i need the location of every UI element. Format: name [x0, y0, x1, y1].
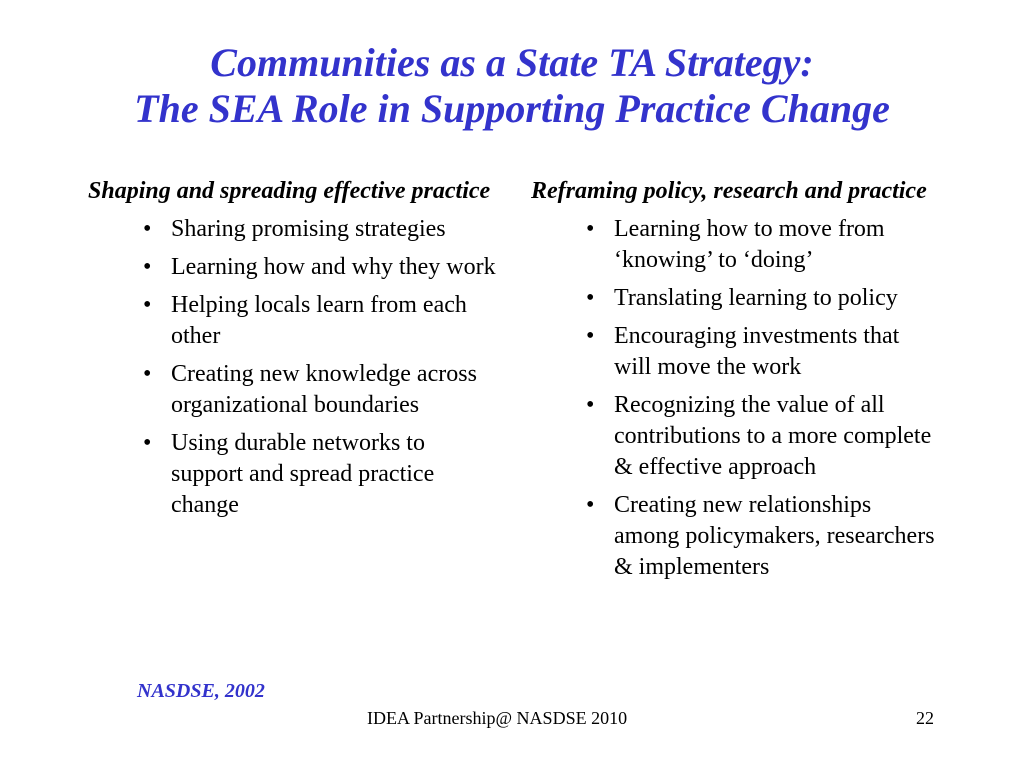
- right-column-heading: Reframing policy, research and practice: [531, 178, 927, 204]
- list-item-text: Creating new knowledge across organizational boundaries: [171, 361, 477, 418]
- left-bullet-list: [88, 214, 498, 521]
- bullet-icon: •: [143, 216, 152, 242]
- slide-title-line-2: The SEA Role in Supporting Practice Change: [134, 86, 890, 131]
- bullet-icon: •: [143, 361, 152, 387]
- list-item-text: Sharing promising strategies: [171, 216, 446, 242]
- page-number: 22: [916, 708, 934, 728]
- right-bullet-list: [531, 214, 941, 583]
- list-item: [581, 283, 941, 314]
- slide-title-line-1: Communities as a State TA Strategy:: [210, 40, 814, 85]
- list-item-text: Learning how and why they work: [171, 254, 496, 280]
- bullet-icon: •: [586, 392, 595, 418]
- list-item: [138, 428, 498, 521]
- list-item-text: Learning how to move from ‘knowing’ to ‘doing’: [614, 216, 885, 273]
- left-column-heading: Shaping and spreading effective practice: [88, 178, 491, 204]
- slide-title: [0, 40, 1024, 132]
- list-item: [138, 359, 498, 421]
- list-item-text: Using durable networks to support and spread practice change: [171, 430, 435, 518]
- list-item-text: Encouraging investments that will move the work: [614, 323, 900, 380]
- list-item-text: Translating learning to policy: [614, 285, 898, 311]
- bullet-icon: •: [586, 216, 595, 242]
- bullet-icon: •: [143, 430, 152, 456]
- citation: NASDSE, 2002: [137, 680, 265, 702]
- bullet-icon: •: [586, 492, 595, 518]
- list-item: [138, 252, 498, 283]
- bullet-icon: •: [143, 292, 152, 318]
- list-item-text: Creating new relationships among policymakers, researchers & implementers: [614, 492, 935, 580]
- list-item-text: Recognizing the value of all contributions to a more complete & effective approach: [614, 392, 932, 480]
- list-item: [581, 214, 941, 276]
- left-column: [88, 176, 498, 528]
- bullet-icon: •: [586, 285, 595, 311]
- list-item: [581, 490, 941, 583]
- list-item-text: Helping locals learn from each other: [171, 292, 467, 349]
- list-item: [138, 290, 498, 352]
- list-item: [581, 321, 941, 383]
- bullet-icon: •: [143, 254, 152, 280]
- list-item: [138, 214, 498, 245]
- list-item: [581, 390, 941, 483]
- right-column: [531, 176, 941, 590]
- bullet-icon: •: [586, 323, 595, 349]
- slide-footer: IDEA Partnership@ NASDSE 2010: [367, 708, 628, 728]
